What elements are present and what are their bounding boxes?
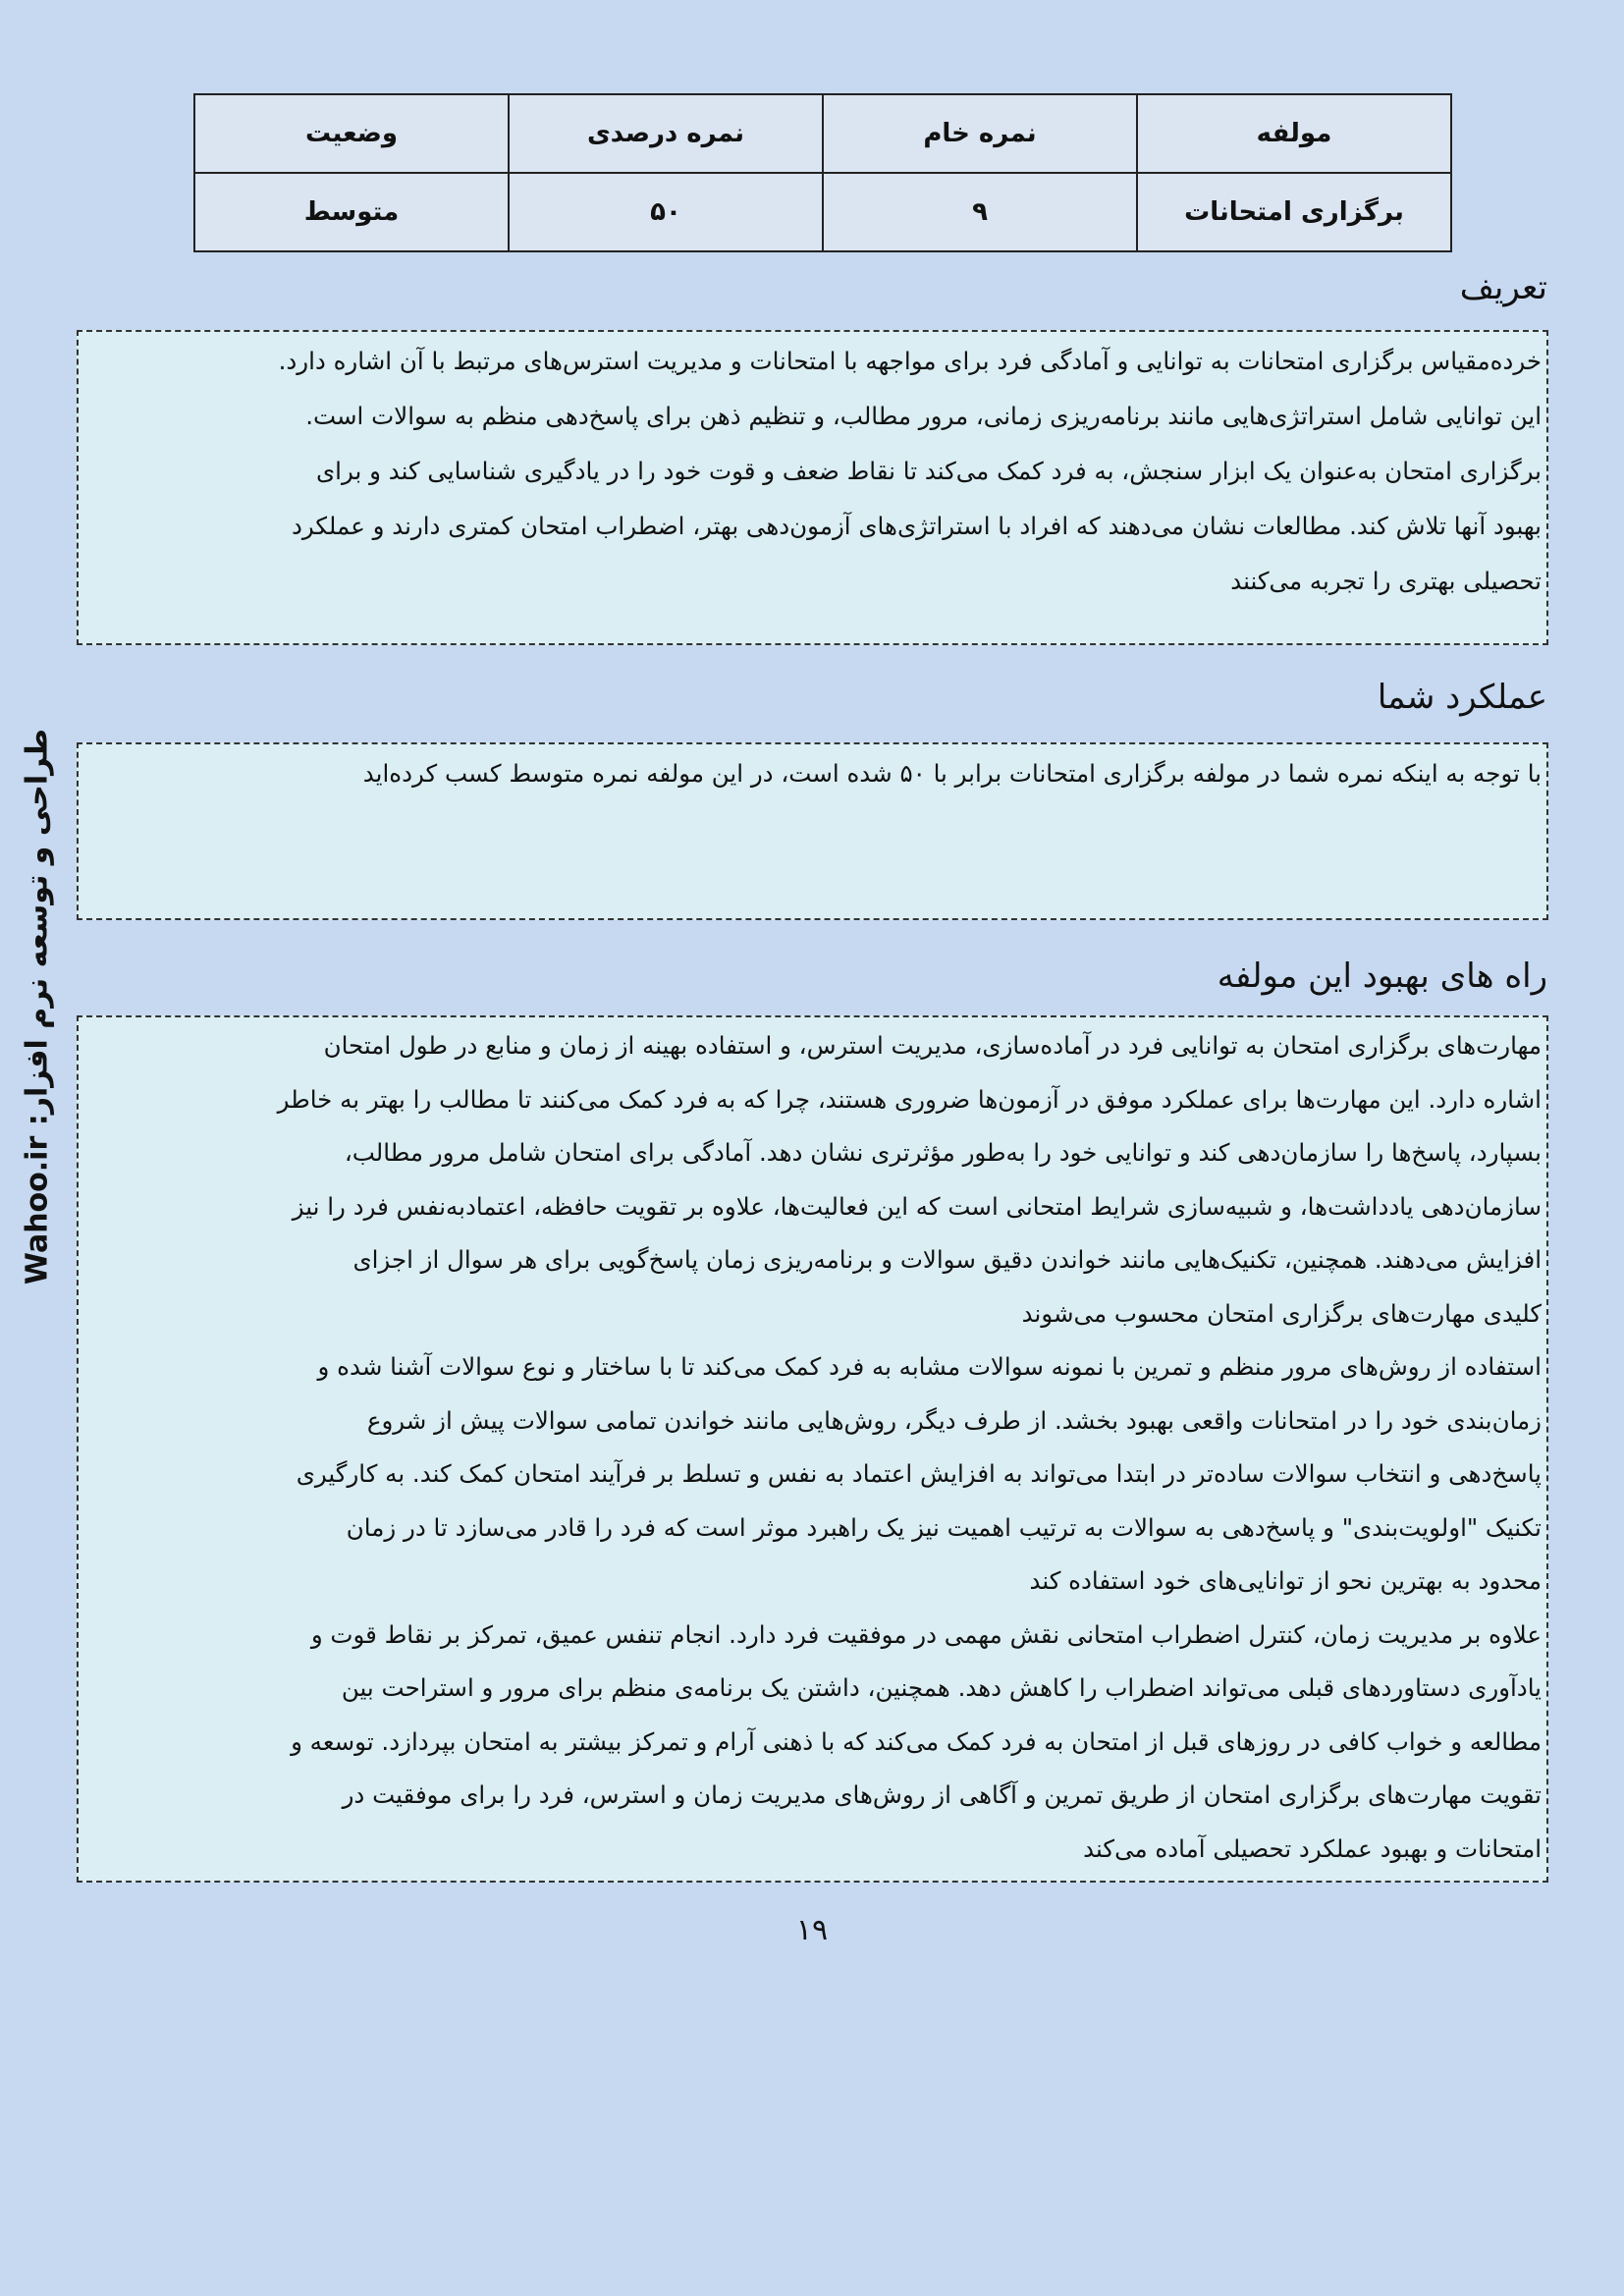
side-credit-text: طراحی و توسعه نرم افزار: Wahoo.ir <box>20 728 55 1285</box>
improvement-line: علاوه بر مدیریت زمان، کنترل اضطراب امتحانی نقش مهمی در موفقیت فرد دارد. انجام تنفس عمیق، تمرکز بر نقاط قوت و <box>310 1619 1542 1649</box>
definition-line: خرده‌مقیاس برگزاری امتحانات به توانایی و آمادگی فرد برای مواجهه با امتحانات و مدیریت استرس‌های مرتبط با آن اشاره دارد. <box>278 347 1542 375</box>
improvement-box <box>77 1015 1548 1883</box>
improvement-line: استفاده از روش‌های مرور منظم و تمرین با نمونه سوالات مشابه به فرد کمک می‌کند تا با ساختار و نوع سوالات آشنا شده و <box>317 1352 1542 1381</box>
definition-box <box>77 330 1548 645</box>
improvement-line: امتحانات و بهبود عملکرد تحصیلی آماده می‌کند <box>1083 1833 1542 1863</box>
table-header-row <box>194 94 1451 173</box>
improvement-line: اشاره دارد. این مهارت‌ها برای عملکرد موفق در آزمون‌ها ضروری هستند، چرا که به فرد کمک می‌کنند تا مطالب را بهتر به خاطر <box>277 1084 1542 1114</box>
performance-box <box>77 742 1548 920</box>
header-raw-score: نمره خام <box>823 94 1137 173</box>
definition-line: برگزاری امتحان به‌عنوان یک ابزار سنجش، به فرد کمک می‌کند تا نقاط ضعف و قوت خود را در یادگیری شناسایی کند و برای <box>316 457 1542 485</box>
cell-raw-score: ۹ <box>823 173 1137 251</box>
improvement-line: تکنیک "اولویت‌بندی" و پاسخ‌دهی به سوالات به ترتیب اهمیت نیز یک راهبرد موثر است که فرد را قادر می‌سازد تا در زمان <box>346 1512 1542 1542</box>
header-component: مولفه <box>1137 94 1451 173</box>
improvement-line: سازمان‌دهی یادداشت‌ها، و شبیه‌سازی شرایط امتحانی است که این فعالیت‌ها، علاوه بر تقویت حافظه، اعتمادبه‌نفس فرد را نیز <box>292 1191 1542 1221</box>
improvement-line: تقویت مهارت‌های برگزاری امتحان از طریق تمرین و آگاهی از روش‌های مدیریت زمان و استرس، فرد را برای موفقیت در <box>342 1780 1542 1809</box>
improvement-line: کلیدی مهارت‌های برگزاری امتحان محسوب می‌شوند <box>1021 1298 1542 1328</box>
improvement-line: زمان‌بندی خود را در امتحانات واقعی بهبود بخشد. از طرف دیگر، روش‌هایی مانند خواندن تمامی سوالات پیش از شروع <box>366 1405 1542 1435</box>
performance-heading: عملکرد شما <box>1377 678 1547 717</box>
header-percent-score: نمره درصدی <box>509 94 823 173</box>
improvement-heading: راه های بهبود این مولفه <box>1217 957 1547 996</box>
table-row <box>194 173 1451 251</box>
improvement-line: یادآوری دستاوردهای قبلی می‌تواند اضطراب را کاهش دهد. همچنین، داشتن یک برنامه‌ی منظم برای مرور و استراحت بین <box>341 1673 1542 1702</box>
definition-line: این توانایی شامل استراتژی‌هایی مانند برنامه‌ریزی زمانی، مرور مطالب، و تنظیم ذهن برای پاسخ‌دهی منظم به سوالات است. <box>305 402 1542 430</box>
page-number: ۱۹ <box>795 1913 829 1947</box>
cell-percent-score: ۵۰ <box>509 173 823 251</box>
header-status: وضعیت <box>194 94 509 173</box>
definition-line: تحصیلی بهتری را تجربه می‌کنند <box>1230 567 1542 595</box>
improvement-line: افزایش می‌دهند. همچنین، تکنیک‌هایی مانند خواندن دقیق سوالات و برنامه‌ریزی زمان پاسخ‌گویی برای هر سوال از اجزای <box>352 1245 1542 1274</box>
definition-line: بهبود آنها تلاش کند. مطالعات نشان می‌دهند که افراد با استراتژی‌های آزمون‌دهی بهتر، اضطراب امتحان کمتری دارند و عملکرد <box>291 512 1542 540</box>
improvement-line: بسپارد، پاسخ‌ها را سازمان‌دهی کند و توانایی خود را به‌طور مؤثرتری نشان دهد. آمادگی برای امتحان شامل مرور مطالب، <box>344 1138 1542 1167</box>
improvement-line: مهارت‌های برگزاری امتحان به توانایی فرد در آماده‌سازی، مدیریت استرس، و استفاده بهینه از زمان و منابع در طول امتحان <box>323 1031 1542 1060</box>
improvement-line: مطالعه و خواب کافی در روزهای قبل از امتحان به فرد کمک می‌کند که با ذهنی آرام و تمرکز بیشتر به امتحان بپردازد. توسعه و <box>291 1726 1542 1756</box>
cell-component: برگزاری امتحانات <box>1137 173 1451 251</box>
cell-status: متوسط <box>194 173 509 251</box>
performance-text: با توجه به اینکه نمره شما در مولفه برگزاری امتحانات برابر با ۵۰ شده است، در این مولفه نمره متوسط کسب کرده‌اید <box>362 759 1542 788</box>
improvement-line: محدود به بهترین نحو از توانایی‌های خود استفاده کند <box>1029 1566 1542 1595</box>
score-table <box>193 93 1452 252</box>
improvement-line: پاسخ‌دهی و انتخاب سوالات ساده‌تر در ابتدا می‌تواند به افزایش اعتماد به نفس و تسلط بر فرآیند امتحان کمک کند. به کارگیری <box>296 1459 1542 1488</box>
definition-heading: تعریف <box>1459 268 1547 307</box>
